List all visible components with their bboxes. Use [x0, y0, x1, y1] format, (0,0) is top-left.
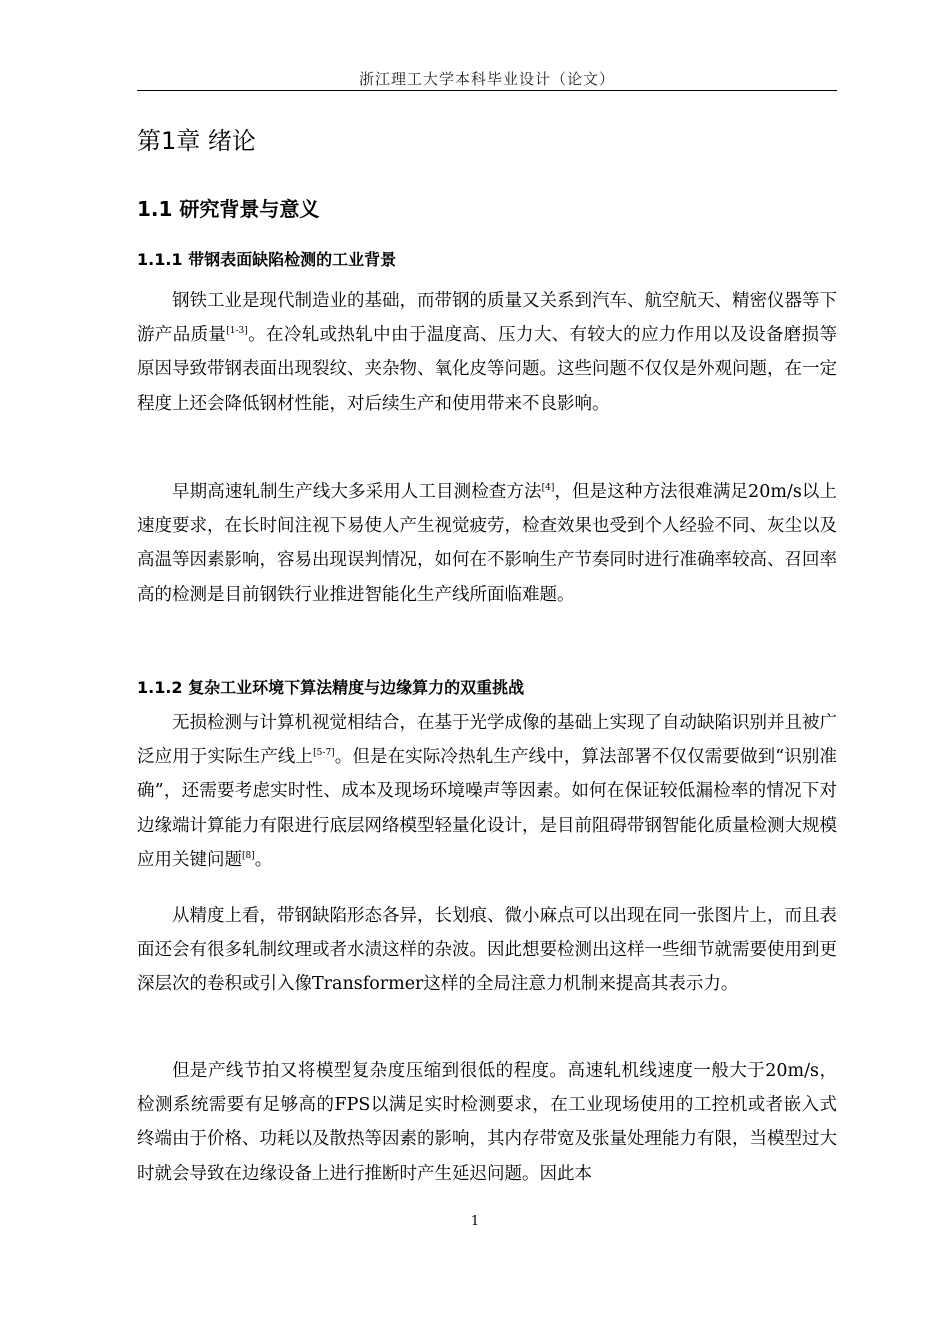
citation: [1-3]: [226, 326, 248, 337]
paragraph-text: 钢铁工业是现代制造业的基础，而带钢的质量又关系到汽车、航空航天、精密仪器等下游产品质量: [137, 291, 837, 346]
paragraph-text: 。但是在实际冷热轧生产线中，算法部署不仅仅需要做到“识别准确”，还需要考虑实时性、成本及现场环境噪声等因素。如何在保证较低漏检率的情况下对边缘端计算能力有限进行底层网络模型轻量化设计，是目前阻碍带钢智能化质量检测大规模应用关键问题: [137, 747, 838, 870]
citation: [8]: [242, 850, 255, 861]
citation: [4]: [541, 483, 555, 493]
subsection-title: 1.1.2 复杂工业环境下算法精度与边缘算力的双重挑战: [137, 678, 525, 697]
paragraph-text: 无损检测与计算机视觉相结合，在基于光学成像的基础上实现了自动缺陷识别并且被广泛应用于实际生产线上: [137, 713, 837, 768]
body-paragraph: [137, 284, 837, 421]
paragraph-text: 。在冷轧或热轧中由于温度高、压力大、有较大的应力作用以及设备磨损等原因导致带钢表面出现裂纹、夹杂物、氧化皮等问题。这些问题不仅仅是外观问题，在一定程度上还会降低钢材性能，对后续生产和使用带来不良影响。: [137, 325, 838, 414]
subsection-title: 1.1.1 带钢表面缺陷检测的工业背景: [137, 250, 397, 269]
header-rule: [137, 90, 837, 91]
citation: [5-7]: [313, 748, 335, 759]
page-number: 1: [470, 1214, 480, 1229]
running-header: 浙江理工大学本科毕业设计（论文）: [358, 70, 615, 88]
body-paragraph: [137, 899, 837, 1002]
paragraph-text: 。: [254, 849, 273, 870]
body-paragraph: [137, 1054, 837, 1191]
paragraph-text: ，但是这种方法很难满足20m/s以上速度要求，在长时间注视下易使人产生视觉疲劳，检查效果也受到个人经验不同、灰尘以及高温等因素影响，容易出现误判情况，如何在不影响生产节奏同时进行准确率较高、召回率高的检测是目前钢铁行业推进智能化生产线所面临难题。: [137, 482, 837, 605]
paragraph-text: 早期高速轧制生产线大多采用人工目测检查方法: [172, 482, 542, 502]
chapter-title: 第1章 绪论: [137, 127, 256, 155]
paragraph-text: 但是产线节拍又将模型复杂度压缩到很低的程度。高速轧机线速度一般大于20m/s，检测系统需要有足够高的FPS以满足实时检测要求，在工业现场使用的工控机或者嵌入式终端由于价格、功耗以及散热等因素的影响，其内存带宽及张量处理能力有限，当模型过大时就会导致在边缘设备上进行推断时产生延迟问题。因此本: [137, 1061, 837, 1184]
section-title: 1.1 研究背景与意义: [137, 197, 320, 221]
body-paragraph: [137, 475, 837, 612]
paragraph-text: 从精度上看，带钢缺陷形态各异，长划痕、微小麻点可以出现在同一张图片上，而且表面还会有很多轧制纹理或者水渍这样的杂波。因此想要检测出这样一些细节就需要使用到更深层次的卷积或引入像Transformer这样的全局注意力机制来提高其表示力。: [137, 906, 837, 995]
body-paragraph: [137, 706, 837, 877]
